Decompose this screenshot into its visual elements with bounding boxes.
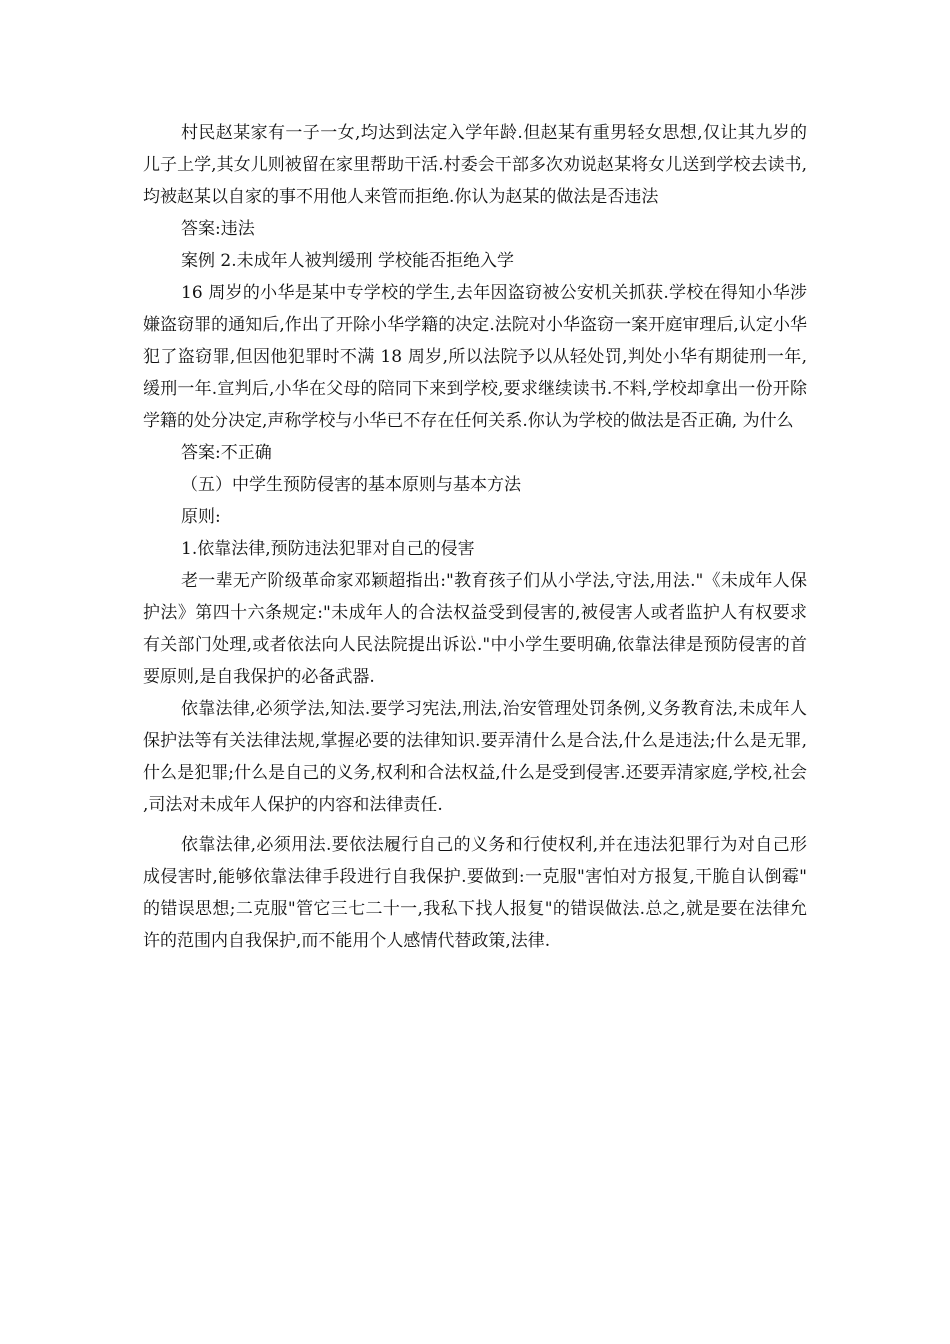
case-2-paragraph: 16 周岁的小华是某中专学校的学生,去年因盗窃被公安机关抓获.学校在得知小华涉嫌盗窃罪的通知后,作出了开除小华学籍的决定.法院对小华盗窃一案开庭审理后,认定小华犯了盗窃罪,但因他犯罪时不满 18 周岁,所以法院予以从轻处罚,判处小华有期徒刑一年,缓刑一年.宣判后,小华在父母的陪同下来到学校,要求继续读书.不料,学校却拿出一份开除学籍的处分决定,声称学校与小华已不存在任何关系.你认为学校的做法是否正确, 为什么 <box>143 283 807 431</box>
principle-1-heading: 1.依靠法律,预防违法犯罪对自己的侵害 <box>181 539 475 559</box>
learn-law-paragraph: 依靠法律,必须学法,知法.要学习宪法,刑法,治安管理处罚条例,义务教育法,未成年人保护法等有关法律法规,掌握必要的法律知识.要弄清什么是合法,什么是违法;什么是无罪,什么是犯罪;什么是自己的义务,权利和合法权益,什么是受到侵害.还要弄清家庭,学校,社会,司法对未成年人保护的内容和法律责任. <box>143 699 807 815</box>
case-1-paragraph: 村民赵某家有一子一女,均达到法定入学年龄.但赵某有重男轻女思想,仅让其九岁的儿子上学,其女儿则被留在家里帮助干活.村委会干部多次劝说赵某将女儿送到学校去读书,均被赵某以自家的事不用他人来管而拒绝.你认为赵某的做法是否违法 <box>143 123 807 207</box>
section-heading: （五）中学生预防侵害的基本原则与基本方法 <box>181 475 521 495</box>
answer-1: 答案:违法 <box>181 219 255 239</box>
use-law-paragraph: 依靠法律,必须用法.要依法履行自己的义务和行使权利,并在违法犯罪行为对自己形成侵害时,能够依靠法律手段进行自我保护.要做到:一克服"害怕对方报复,干脆自认倒霉"的错误思想;二克服"管它三七二十一,我私下找人报复"的错误做法.总之,就是要在法律允许的范围内自我保护,而不能用个人感情代替政策,法律. <box>143 835 807 951</box>
principles-label: 原则: <box>181 507 221 527</box>
document-page <box>143 117 807 957</box>
quote-paragraph: 老一辈无产阶级革命家邓颖超指出:"教育孩子们从小学法,守法,用法."《未成年人保护法》第四十六条规定:"未成年人的合法权益受到侵害的,被侵害人或者监护人有权要求有关部门处理,或者依法向人民法院提出诉讼."中小学生要明确,依靠法律是预防侵害的首要原则,是自我保护的必备武器. <box>143 571 807 687</box>
answer-2: 答案:不正确 <box>181 443 272 463</box>
case-2-heading: 案例 2.未成年人被判缓刑 学校能否拒绝入学 <box>181 251 515 271</box>
